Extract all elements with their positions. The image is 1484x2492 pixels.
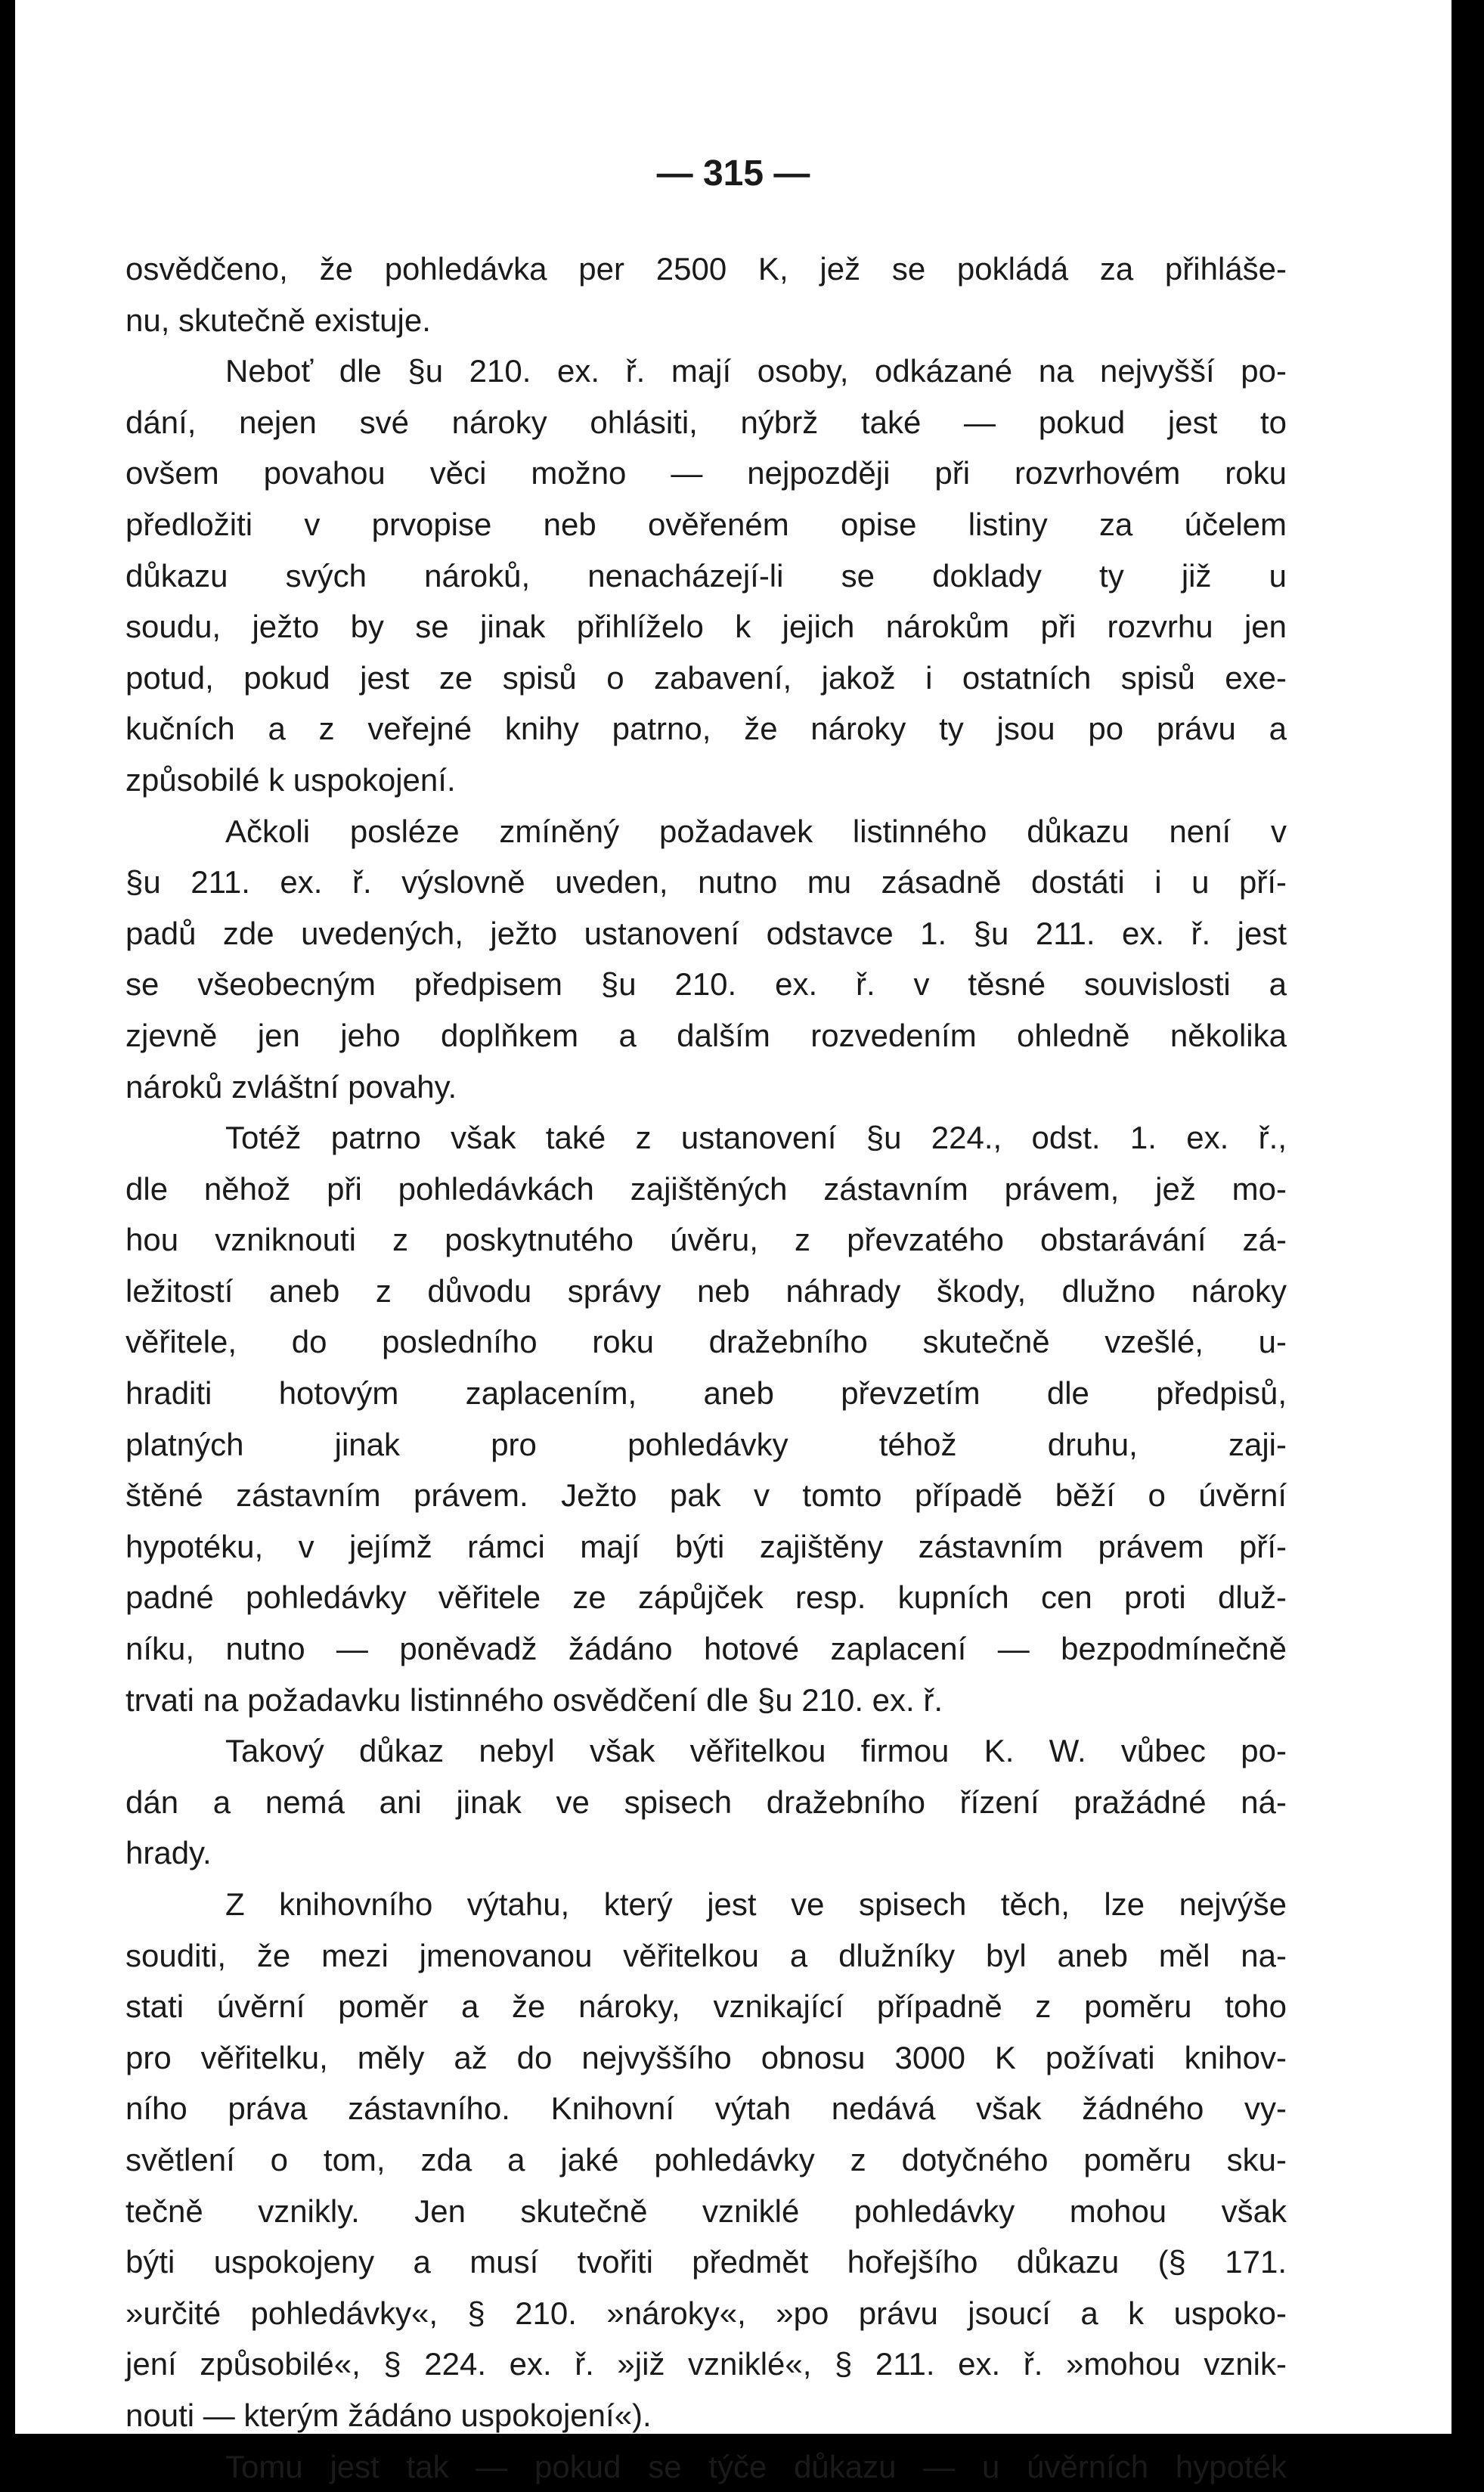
text-line: věřitele, do posledního roku dražebního skutečně vzešlé, u- <box>125 1324 1287 1360</box>
text-line: ovšem povahou věci možno — nejpozději při rozvrhovém roku <box>125 455 1287 491</box>
text-line: dání, nejen své nároky ohlásiti, nýbrž také — pokud jest to <box>125 404 1287 440</box>
text-line: zjevně jen jeho doplňkem a dalším rozvedením ohledně několika <box>125 1017 1287 1053</box>
text-line: Ačkoli posléze zmíněný požadavek listinného důkazu není v <box>225 813 1287 849</box>
text-line: níku, nutno — poněvadž žádáno hotové zaplacení — bezpodmínečně <box>125 1631 1287 1667</box>
page-number: — 315 — <box>656 153 810 194</box>
text-line: býti uspokojeny a musí tvořiti předmět hořejšího důkazu (§ 171. <box>125 2244 1287 2280</box>
text-line: kučních a z veřejné knihy patrno, že nároky ty jsou po právu a <box>125 711 1287 747</box>
text-line: »určité pohledávky«, § 210. »nároky«, »po právu jsoucí a k uspoko- <box>125 2295 1287 2331</box>
text-line: Totéž patrno však také z ustanovení §u 224., odst. 1. ex. ř., <box>225 1120 1287 1156</box>
text-line: ního práva zástavního. Knihovní výtah nedává však žádného vy- <box>125 2091 1287 2127</box>
text-line: nu, skutečně existuje. <box>125 302 431 338</box>
body-text <box>125 243 1287 2492</box>
text-line: potud, pokud jest ze spisů o zabavení, jakož i ostatních spisů exe- <box>125 659 1287 696</box>
text-line: nároků zvláštní povahy. <box>125 1068 457 1105</box>
text-line: hraditi hotovým zaplacením, aneb převzetím dle předpisů, <box>125 1375 1287 1412</box>
text-line: světlení o tom, zda a jaké pohledávky z dotyčného poměru sku- <box>125 2141 1287 2177</box>
text-line: nouti — kterým žádáno uspokojení«). <box>125 2397 652 2433</box>
text-line: platných jinak pro pohledávky téhož druhu, zaji- <box>125 1426 1287 1462</box>
text-line: ležitostí aneb z důvodu správy neb náhrady škody, dlužno nároky <box>125 1272 1287 1309</box>
text-line: dán a nemá ani jinak ve spisech dražebního řízení pražádné ná- <box>125 1784 1287 1820</box>
text-line: Neboť dle §u 210. ex. ř. mají osoby, odkázané na nejvyšší po- <box>225 353 1287 389</box>
text-line: štěné zástavním právem. Ježto pak v tomto případě běží o úvěrní <box>125 1477 1287 1514</box>
text-line: hrady. <box>125 1835 212 1871</box>
text-line: stati úvěrní poměr a že nároky, vznikající případně z poměru toho <box>125 1988 1287 2025</box>
text-line: se všeobecným předpisem §u 210. ex. ř. v těsné souvislosti a <box>125 966 1287 1003</box>
text-line: důkazu svých nároků, nenacházejí-li se doklady ty již u <box>125 557 1287 594</box>
text-line: soudu, ježto by se jinak přihlíželo k jejich nárokům při rozvrhu jen <box>125 609 1287 645</box>
text-line: trvati na požadavku listinného osvědčení dle §u 210. ex. ř. <box>125 1681 943 1718</box>
text-line: padů zde uvedených, ježto ustanovení odstavce 1. §u 211. ex. ř. jest <box>125 915 1287 951</box>
text-line: Tomu jest tak — pokud se týče důkazu — u úvěrních hypoték <box>225 2448 1287 2484</box>
text-line: způsobilé k uspokojení. <box>125 761 456 798</box>
book-page <box>15 0 1451 2484</box>
text-line: jení způsobilé«, § 224. ex. ř. »již vzniklé«, § 211. ex. ř. »mohou vznik- <box>125 2346 1287 2382</box>
text-line: Z knihovního výtahu, který jest ve spisech těch, lze nejvýše <box>225 1886 1287 1922</box>
text-line: hypotéku, v jejímž rámci mají býti zajištěny zástavním právem pří- <box>125 1528 1287 1564</box>
text-line: hou vzniknouti z poskytnutého úvěru, z převzatého obstarávání zá- <box>125 1222 1287 1258</box>
text-line: pro věřitelku, měly až do nejvyššího obnosu 3000 K požívati knihov- <box>125 2039 1287 2075</box>
text-line: Takový důkaz nebyl však věřitelkou firmou K. W. vůbec po- <box>225 1733 1287 1769</box>
text-line: osvědčeno, že pohledávka per 2500 K, jež se pokládá za přihláše- <box>125 251 1287 287</box>
text-line: dle něhož při pohledávkách zajištěných zástavním právem, jež mo- <box>125 1170 1287 1207</box>
text-line: tečně vznikly. Jen skutečně vzniklé pohledávky mohou však <box>125 2193 1287 2229</box>
text-line: souditi, že mezi jmenovanou věřitelkou a dlužníky byl aneb měl na- <box>125 1937 1287 1973</box>
text-line: padné pohledávky věřitele ze zápůjček resp. kupních cen proti dluž- <box>125 1579 1287 1616</box>
text-line: předložiti v prvopise neb ověřeném opise listiny za účelem <box>125 506 1287 542</box>
text-line: §u 211. ex. ř. výslovně uveden, nutno mu zásadně dostáti i u pří- <box>125 864 1287 900</box>
